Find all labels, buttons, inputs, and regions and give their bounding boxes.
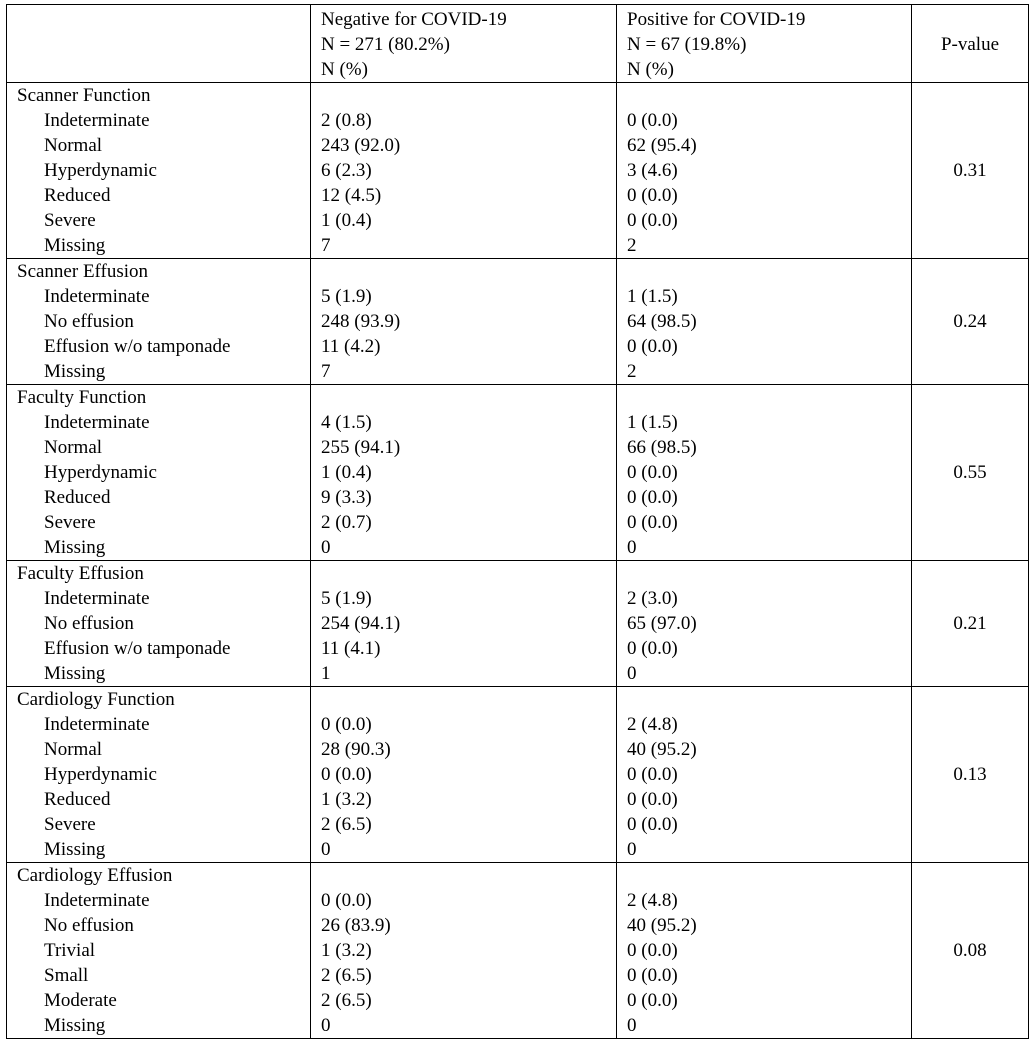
level-label: Small (44, 965, 89, 986)
pvalue-cell: 0.24 (912, 259, 1029, 385)
level-label: Normal (44, 135, 103, 156)
level-label: Missing (44, 361, 106, 382)
negative-values-cell (311, 83, 617, 259)
positive-value: 1 (1.5) (627, 412, 678, 433)
positive-value: 0 (0.0) (627, 512, 678, 533)
negative-value: 11 (4.2) (321, 336, 381, 357)
positive-value: 0 (0.0) (627, 789, 678, 810)
header-negative (311, 5, 617, 83)
positive-value: 0 (627, 537, 637, 558)
level-label: Reduced (44, 789, 111, 810)
positive-values-cell (617, 863, 912, 1039)
negative-value: 26 (83.9) (321, 915, 391, 936)
negative-values-cell (311, 687, 617, 863)
positive-value: 2 (4.8) (627, 714, 678, 735)
negative-value: 254 (94.1) (321, 613, 401, 634)
positive-value: 0 (627, 1015, 637, 1036)
negative-value: 2 (6.5) (321, 814, 372, 835)
negative-value: 4 (1.5) (321, 412, 372, 433)
level-label: Severe (44, 210, 96, 231)
section-labels-cell (7, 863, 311, 1039)
negative-value: 1 (0.4) (321, 210, 372, 231)
level-label: Missing (44, 537, 106, 558)
positive-value: 0 (0.0) (627, 965, 678, 986)
level-label: Reduced (44, 487, 111, 508)
results-table (6, 4, 1029, 1039)
negative-value: 12 (4.5) (321, 185, 382, 206)
section-labels-cell (7, 83, 311, 259)
positive-value: 0 (0.0) (627, 940, 678, 961)
positive-values-cell (617, 259, 912, 385)
positive-value: 0 (0.0) (627, 185, 678, 206)
negative-values-cell (311, 385, 617, 561)
level-label: Indeterminate (44, 110, 150, 131)
section-labels-cell (7, 385, 311, 561)
positive-value: 0 (0.0) (627, 210, 678, 231)
negative-value: 1 (0.4) (321, 462, 372, 483)
positive-values-cell (617, 687, 912, 863)
section-row (7, 385, 1029, 561)
negative-value: 28 (90.3) (321, 739, 391, 760)
header-empty-cell (7, 5, 311, 83)
section-title: Scanner Effusion (17, 261, 149, 282)
header-negative-n: N = 271 (80.2%) (321, 34, 450, 55)
negative-value: 0 (321, 537, 331, 558)
negative-value: 7 (321, 235, 331, 256)
negative-values-cell (311, 561, 617, 687)
level-label: Missing (44, 1015, 106, 1036)
section-title: Scanner Function (17, 85, 151, 106)
level-label: Severe (44, 512, 96, 533)
level-label: Normal (44, 437, 103, 458)
level-label: Missing (44, 839, 106, 860)
negative-value: 255 (94.1) (321, 437, 401, 458)
table-body (7, 83, 1029, 1039)
positive-values-cell (617, 83, 912, 259)
negative-value: 0 (0.0) (321, 890, 372, 911)
pvalue-cell: 0.08 (912, 863, 1029, 1039)
positive-value: 3 (4.6) (627, 160, 678, 181)
positive-values-cell (617, 385, 912, 561)
positive-value: 2 (627, 235, 637, 256)
positive-value: 2 (627, 361, 637, 382)
positive-value: 2 (3.0) (627, 588, 678, 609)
pvalue-cell: 0.13 (912, 687, 1029, 863)
level-label: No effusion (44, 915, 134, 936)
level-label: No effusion (44, 311, 134, 332)
positive-value: 0 (0.0) (627, 110, 678, 131)
section-row (7, 561, 1029, 687)
negative-value: 2 (6.5) (321, 990, 372, 1011)
level-label: Indeterminate (44, 714, 150, 735)
negative-value: 1 (321, 663, 331, 684)
negative-value: 243 (92.0) (321, 135, 401, 156)
level-label: Missing (44, 663, 106, 684)
negative-value: 248 (93.9) (321, 311, 401, 332)
level-label: Normal (44, 739, 103, 760)
level-label: Indeterminate (44, 588, 150, 609)
negative-value: 1 (3.2) (321, 940, 372, 961)
negative-value: 5 (1.9) (321, 286, 372, 307)
level-label: Severe (44, 814, 96, 835)
header-negative-title: Negative for COVID-19 (321, 9, 507, 30)
positive-value: 62 (95.4) (627, 135, 697, 156)
negative-value: 2 (0.7) (321, 512, 372, 533)
positive-value: 0 (0.0) (627, 336, 678, 357)
positive-value: 65 (97.0) (627, 613, 697, 634)
section-labels-cell (7, 259, 311, 385)
positive-value: 0 (0.0) (627, 764, 678, 785)
header-negative-unit: N (%) (321, 59, 368, 80)
pvalue-cell: 0.21 (912, 561, 1029, 687)
level-label: Reduced (44, 185, 111, 206)
negative-values-cell (311, 863, 617, 1039)
section-row (7, 687, 1029, 863)
negative-value: 9 (3.3) (321, 487, 372, 508)
negative-value: 0 (321, 1015, 331, 1036)
level-label: Hyperdynamic (44, 764, 157, 785)
positive-value: 40 (95.2) (627, 739, 697, 760)
section-title: Cardiology Function (17, 689, 175, 710)
pvalue-cell: 0.31 (912, 83, 1029, 259)
positive-values-cell (617, 561, 912, 687)
level-label: Missing (44, 235, 106, 256)
section-row (7, 863, 1029, 1039)
section-row (7, 83, 1029, 259)
positive-value: 0 (627, 663, 637, 684)
positive-value: 64 (98.5) (627, 311, 697, 332)
negative-value: 11 (4.1) (321, 638, 381, 659)
section-title: Faculty Effusion (17, 563, 144, 584)
section-labels-cell (7, 561, 311, 687)
level-label: Indeterminate (44, 286, 150, 307)
level-label: Effusion w/o tamponade (44, 336, 231, 357)
section-title: Cardiology Effusion (17, 865, 173, 886)
level-label: Indeterminate (44, 890, 150, 911)
positive-value: 0 (0.0) (627, 487, 678, 508)
pvalue-cell: 0.55 (912, 385, 1029, 561)
negative-value: 0 (0.0) (321, 764, 372, 785)
positive-value: 0 (0.0) (627, 990, 678, 1011)
header-positive-title: Positive for COVID-19 (627, 9, 806, 30)
positive-value: 40 (95.2) (627, 915, 697, 936)
negative-value: 0 (321, 839, 331, 860)
level-label: Hyperdynamic (44, 160, 157, 181)
negative-value: 6 (2.3) (321, 160, 372, 181)
positive-value: 0 (0.0) (627, 814, 678, 835)
positive-value: 66 (98.5) (627, 437, 697, 458)
header-positive (617, 5, 912, 83)
header-pvalue: P-value (912, 5, 1029, 83)
section-row (7, 259, 1029, 385)
positive-value: 0 (0.0) (627, 638, 678, 659)
negative-values-cell (311, 259, 617, 385)
negative-value: 0 (0.0) (321, 714, 372, 735)
header-positive-unit: N (%) (627, 59, 674, 80)
header-positive-n: N = 67 (19.8%) (627, 34, 747, 55)
level-label: Trivial (44, 940, 96, 961)
level-label: Effusion w/o tamponade (44, 638, 231, 659)
positive-value: 2 (4.8) (627, 890, 678, 911)
level-label: Hyperdynamic (44, 462, 157, 483)
section-labels-cell (7, 687, 311, 863)
section-title: Faculty Function (17, 387, 147, 408)
negative-value: 1 (3.2) (321, 789, 372, 810)
header-row (7, 5, 1029, 83)
negative-value: 2 (6.5) (321, 965, 372, 986)
positive-value: 0 (0.0) (627, 462, 678, 483)
level-label: Moderate (44, 990, 117, 1011)
positive-value: 1 (1.5) (627, 286, 678, 307)
level-label: Indeterminate (44, 412, 150, 433)
negative-value: 7 (321, 361, 331, 382)
level-label: No effusion (44, 613, 134, 634)
negative-value: 5 (1.9) (321, 588, 372, 609)
negative-value: 2 (0.8) (321, 110, 372, 131)
positive-value: 0 (627, 839, 637, 860)
